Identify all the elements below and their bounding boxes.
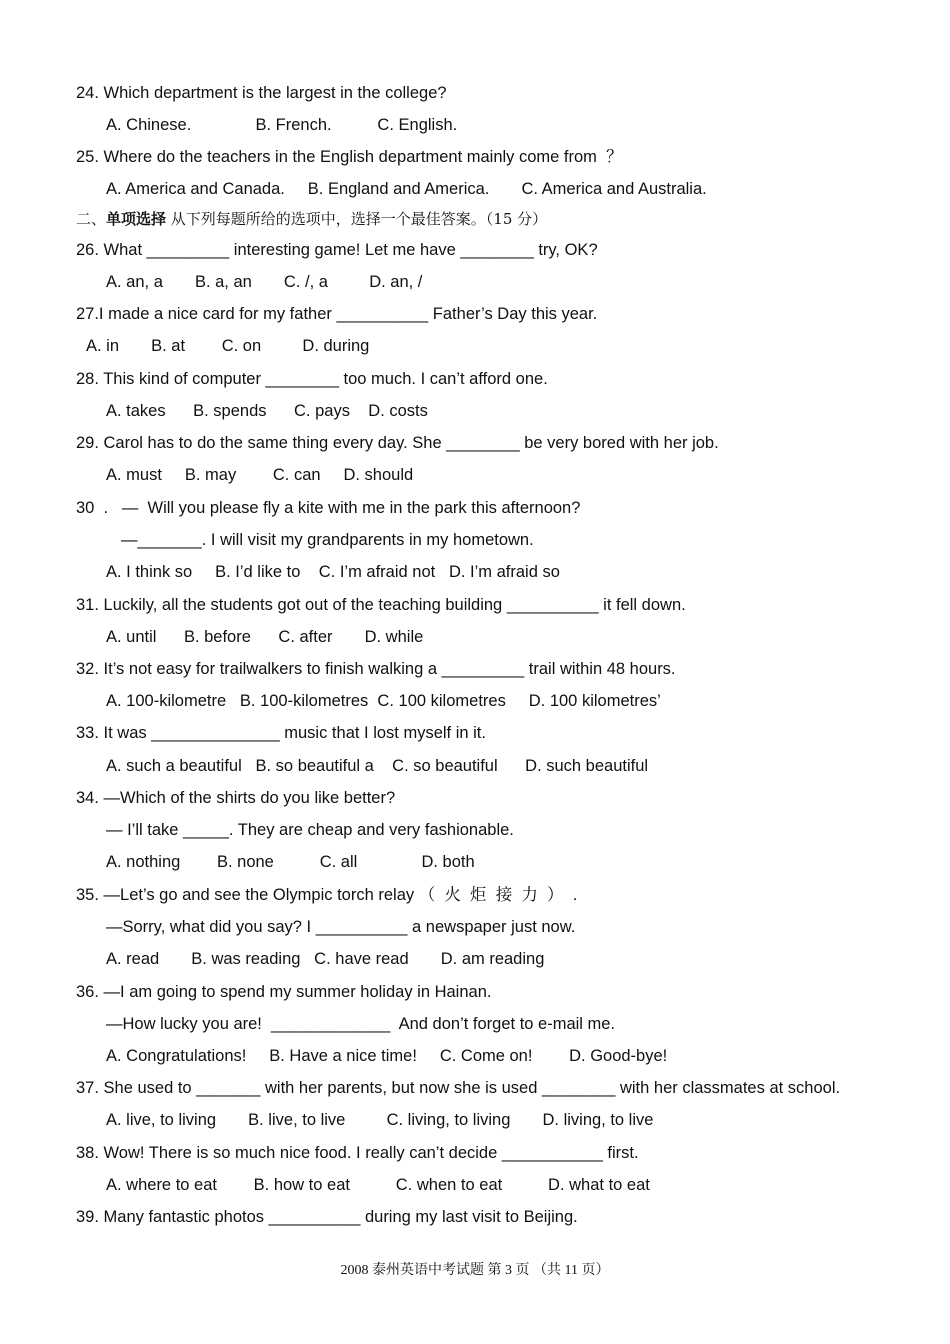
question-35: 35. —Let’s go and see the Olympic torch relay （ 火 炬 接 力 ） . [76,886,578,904]
question-26: 26. What _________ interesting game! Let me have ________ try, OK? [76,241,598,259]
page-footer: 2008 泰州英语中考试题 第 3 页 （共 11 页） [340,1263,610,1278]
question-38: 38. Wow! There is so much nice food. I really can’t decide ___________ first. [76,1144,639,1162]
options-30: A. I think so B. I’d like to C. I’m afraid not D. I’m afraid so [106,563,560,581]
options-38: A. where to eat B. how to eat C. when to eat D. what to eat [106,1176,650,1194]
question-37: 37. She used to _______ with her parents, but now she is used ________ with her classmates at school. [76,1079,841,1097]
question-36: 36. —I am going to spend my summer holiday in Hainan. [76,983,492,1001]
options-33: A. such a beautiful B. so beautiful a C. so beautiful D. such beautiful [106,757,649,775]
question-39: 39. Many fantastic photos __________ during my last visit to Beijing. [76,1208,578,1226]
question-32: 32. It’s not easy for trailwalkers to finish walking a _________ trail within 48 hours. [76,660,676,678]
question-28: 28. This kind of computer ________ too much. I can’t afford one. [76,370,548,388]
question-35-reply: —Sorry, what did you say? I __________ a newspaper just now. [106,918,576,936]
question-31: 31. Luckily, all the students got out of the teaching building __________ it fell down. [76,596,686,614]
question-30: 30 . — Will you please fly a kite with me in the park this afternoon? [76,499,581,517]
question-27: 27.I made a nice card for my father __________ Father’s Day this year. [76,305,598,323]
question-25: 25. Where do the teachers in the English department mainly come from ？ [76,148,623,166]
section-instruction: 从下列每题所给的选项中，选择一个最佳答案。（15 分） [166,210,548,228]
question-33: 33. It was ______________ music that I lost myself in it. [76,724,486,742]
options-36: A. Congratulations! B. Have a nice time! C. Come on! D. Good-bye! [106,1047,668,1065]
options-29: A. must B. may C. can D. should [106,466,414,484]
options-27: A. in B. at C. on D. during [86,337,370,355]
question-34-reply: — I’ll take _____. They are cheap and very fashionable. [106,821,514,839]
section-number: 二、 [76,210,107,228]
options-24: A. Chinese. B. French. C. English. [106,116,458,134]
options-34: A. nothing B. none C. all D. both [106,853,475,871]
options-35: A. read B. was reading C. have read D. am reading [106,950,545,968]
question-34: 34. —Which of the shirts do you like better? [76,789,396,807]
options-37: A. live, to living B. live, to live C. living, to living D. living, to live [106,1111,654,1129]
section-heading [76,209,547,229]
question-29: 29. Carol has to do the same thing every day. She ________ be very bored with her job. [76,434,719,452]
section-title: 单项选择 [106,210,167,228]
options-32: A. 100-kilometre B. 100-kilometres C. 100 kilometres D. 100 kilometres’ [106,692,661,710]
question-24: 24. Which department is the largest in the college? [76,84,447,102]
question-30-reply: —_______. I will visit my grandparents in my hometown. [121,531,534,549]
question-36-reply: —How lucky you are! _____________ And don’t forget to e-mail me. [106,1015,616,1033]
options-25: A. America and Canada. B. England and America. C. America and Australia. [106,180,707,198]
options-31: A. until B. before C. after D. while [106,628,424,646]
options-26: A. an, a B. a, an C. /, a D. an, / [106,273,423,291]
options-28: A. takes B. spends C. pays D. costs [106,402,428,420]
